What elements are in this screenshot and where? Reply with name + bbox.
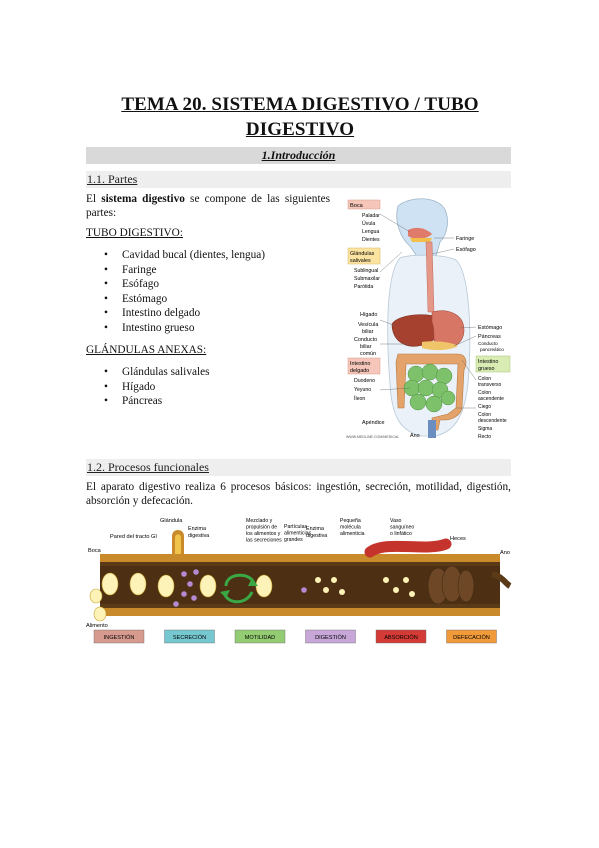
intestino-delgado-label-1: Intestino xyxy=(350,361,371,367)
grueso-parts-labels xyxy=(478,376,507,440)
vaso-label xyxy=(390,518,414,537)
boca-parts-labels xyxy=(362,213,380,243)
delgado-part-label: Íleon xyxy=(354,396,366,402)
vesicula-label-1: Vesícula xyxy=(358,322,379,328)
glandula-anexa-item: • Glándulas salivales xyxy=(104,365,210,380)
conducto-label-3: común xyxy=(360,351,377,357)
tubo-digestivo-item: • Estómago xyxy=(104,292,265,307)
tubo-digestivo-item: • Intestino delgado xyxy=(104,306,265,321)
paragraph-bold-text: sistema digestivo xyxy=(101,193,185,205)
mezclado-label-line: las secreciones xyxy=(246,537,282,544)
particulas-label-line: alimenticias xyxy=(284,530,312,537)
vesicula-label-2: biliar xyxy=(362,329,374,335)
mezclado-label-line: propulsión de xyxy=(246,524,278,531)
grueso-part-label: Colon xyxy=(478,390,492,396)
intro-heading: 1.Introducción xyxy=(86,147,511,164)
glandulas-label-1: Glándulas xyxy=(350,251,375,257)
figure-credit: WWW.MEDLINE.COM/MEDICAL xyxy=(346,435,400,439)
glandula-part-label: Submaxilar xyxy=(354,276,380,282)
vaso-label-line: Vaso xyxy=(390,518,402,524)
process-legend-label: INGESTIÓN xyxy=(103,635,135,641)
partes-paragraph xyxy=(86,192,330,220)
estomago-label: Estómago xyxy=(478,325,503,331)
enzima2-label-1: Enzima xyxy=(306,526,324,532)
paragraph-text-rest: se compone de las siguientes partes: xyxy=(86,193,330,219)
tubo-digestivo-item: • Faringe xyxy=(104,263,265,278)
heces-label: Heces xyxy=(450,536,466,542)
glandula-part-label: Parótida xyxy=(354,284,374,290)
ano-label: Ano xyxy=(410,433,420,439)
molecula-label-line: molécula xyxy=(340,524,361,531)
glandula-label: Glándula xyxy=(160,518,183,524)
section-heading-partes-text: 1.1. Partes xyxy=(87,172,138,186)
delgado-part-label: Yeyuno xyxy=(354,387,372,393)
enzima2-label-2: digestiva xyxy=(306,533,328,539)
boca-part-label: Paladar xyxy=(362,213,380,219)
tubo-digestivo-heading: TUBO DIGESTIVO: xyxy=(86,227,183,239)
conducto-pancreatico-label-2: pancreático xyxy=(480,347,504,352)
higado-label: Hígado xyxy=(360,312,378,318)
faringe-label: Faringe xyxy=(456,236,475,242)
grueso-part-label: Colon xyxy=(478,376,492,382)
particulas-label-line: grandes xyxy=(284,537,303,543)
pared-label: Pared del tracto GI xyxy=(110,534,157,540)
pancreas-label: Páncreas xyxy=(478,334,501,340)
delgado-part-label: Duodeno xyxy=(354,378,376,384)
tubo-digestivo-list xyxy=(104,248,265,336)
tubo-digestivo-item: • Intestino grueso xyxy=(104,321,265,336)
glandula-anexa-item: • Hígado xyxy=(104,380,210,395)
intestino-delgado-label-2: delgado xyxy=(350,368,370,374)
process-legend-label: SECRECIÓN xyxy=(172,635,207,641)
boca-part-label: Dientes xyxy=(362,237,380,243)
enzima1-label-2: digestiva xyxy=(188,533,210,539)
enzima1-label-1: Enzima xyxy=(188,526,206,532)
boca-part-label: Úvula xyxy=(362,221,376,227)
grueso-part-label: Sigma xyxy=(478,426,493,432)
grueso-part-label: descendente xyxy=(478,418,507,424)
section-heading-procesos xyxy=(86,459,511,476)
glandulas-anexas-heading: GLÁNDULAS ANEXAS: xyxy=(86,344,207,356)
glandulas-anexas-list xyxy=(104,365,210,409)
molecula-label xyxy=(340,518,365,537)
grueso-part-label: transverso xyxy=(478,382,502,388)
intestino-grueso-label-2: grueso xyxy=(478,366,495,372)
glandula-part-label: Sublingual xyxy=(354,268,379,274)
glandula-anexa-item: • Páncreas xyxy=(104,394,210,409)
section-heading-partes xyxy=(86,171,511,188)
particulas-label-line: Partículas xyxy=(284,524,308,530)
proc-ano-label: Ano xyxy=(500,550,510,556)
document-title xyxy=(60,92,540,142)
tubo-digestivo-item: • Esófago xyxy=(104,277,265,292)
glandulas-parts-labels xyxy=(354,268,380,290)
process-legend-label: DEFECACIÓN xyxy=(453,635,490,641)
digestive-processes-figure xyxy=(86,514,516,648)
proc-boca-label: Boca xyxy=(88,548,101,554)
mezclado-label-line: Mezclado y xyxy=(246,518,273,524)
conducto-label-2: biliar xyxy=(360,344,372,350)
grueso-part-label: Ciego xyxy=(478,404,492,410)
boca-part-label: Lengua xyxy=(362,229,380,235)
molecula-label-line: Pequeña xyxy=(340,518,361,524)
boca-label: Boca xyxy=(350,203,363,209)
digestive-system-figure xyxy=(340,194,518,440)
conducto-label-1: Conducto xyxy=(354,337,378,343)
glandulas-label-2: salivales xyxy=(350,258,371,264)
tubo-digestivo-item: • Cavidad bucal (dientes, lengua) xyxy=(104,248,265,263)
process-legend-label: DIGESTIÓN xyxy=(315,635,346,641)
title-line-2: DIGESTIVO xyxy=(245,119,355,140)
vaso-label-line: sanguíneo xyxy=(390,524,415,531)
esofago-label: Esófago xyxy=(456,247,476,253)
procesos-paragraph: El aparato digestivo realiza 6 procesos básicos: ingestión, secreción, motilidad, digestión, absorción y defecación. xyxy=(86,481,511,507)
alimento-label: Alimento xyxy=(86,623,108,629)
process-legend-label: ABSORCIÓN xyxy=(384,635,418,641)
intestino-grueso-label-1: Intestino xyxy=(478,359,499,365)
molecula-label-line: alimenticia xyxy=(340,531,365,537)
grueso-part-label: ascendente xyxy=(478,396,504,402)
paragraph-text: El xyxy=(86,193,102,205)
mezclado-label xyxy=(246,518,282,544)
title-line-1: TEMA 20. SISTEMA DIGESTIVO / TUBO xyxy=(121,94,479,115)
grueso-part-label: Colon xyxy=(478,412,492,418)
vaso-label-line: o linfático xyxy=(390,531,412,537)
conducto-pancreatico-label-1: Conducto xyxy=(478,341,498,346)
section-heading-procesos-text: 1.2. Procesos funcionales xyxy=(87,460,209,474)
delgado-parts-labels xyxy=(354,378,375,402)
process-legend xyxy=(94,630,497,643)
process-legend-label: MOTILIDAD xyxy=(244,635,276,641)
grueso-part-label: Recto xyxy=(478,434,492,440)
mezclado-label-line: los alimentos y xyxy=(246,531,281,537)
apendice-label: Apéndice xyxy=(362,420,385,426)
